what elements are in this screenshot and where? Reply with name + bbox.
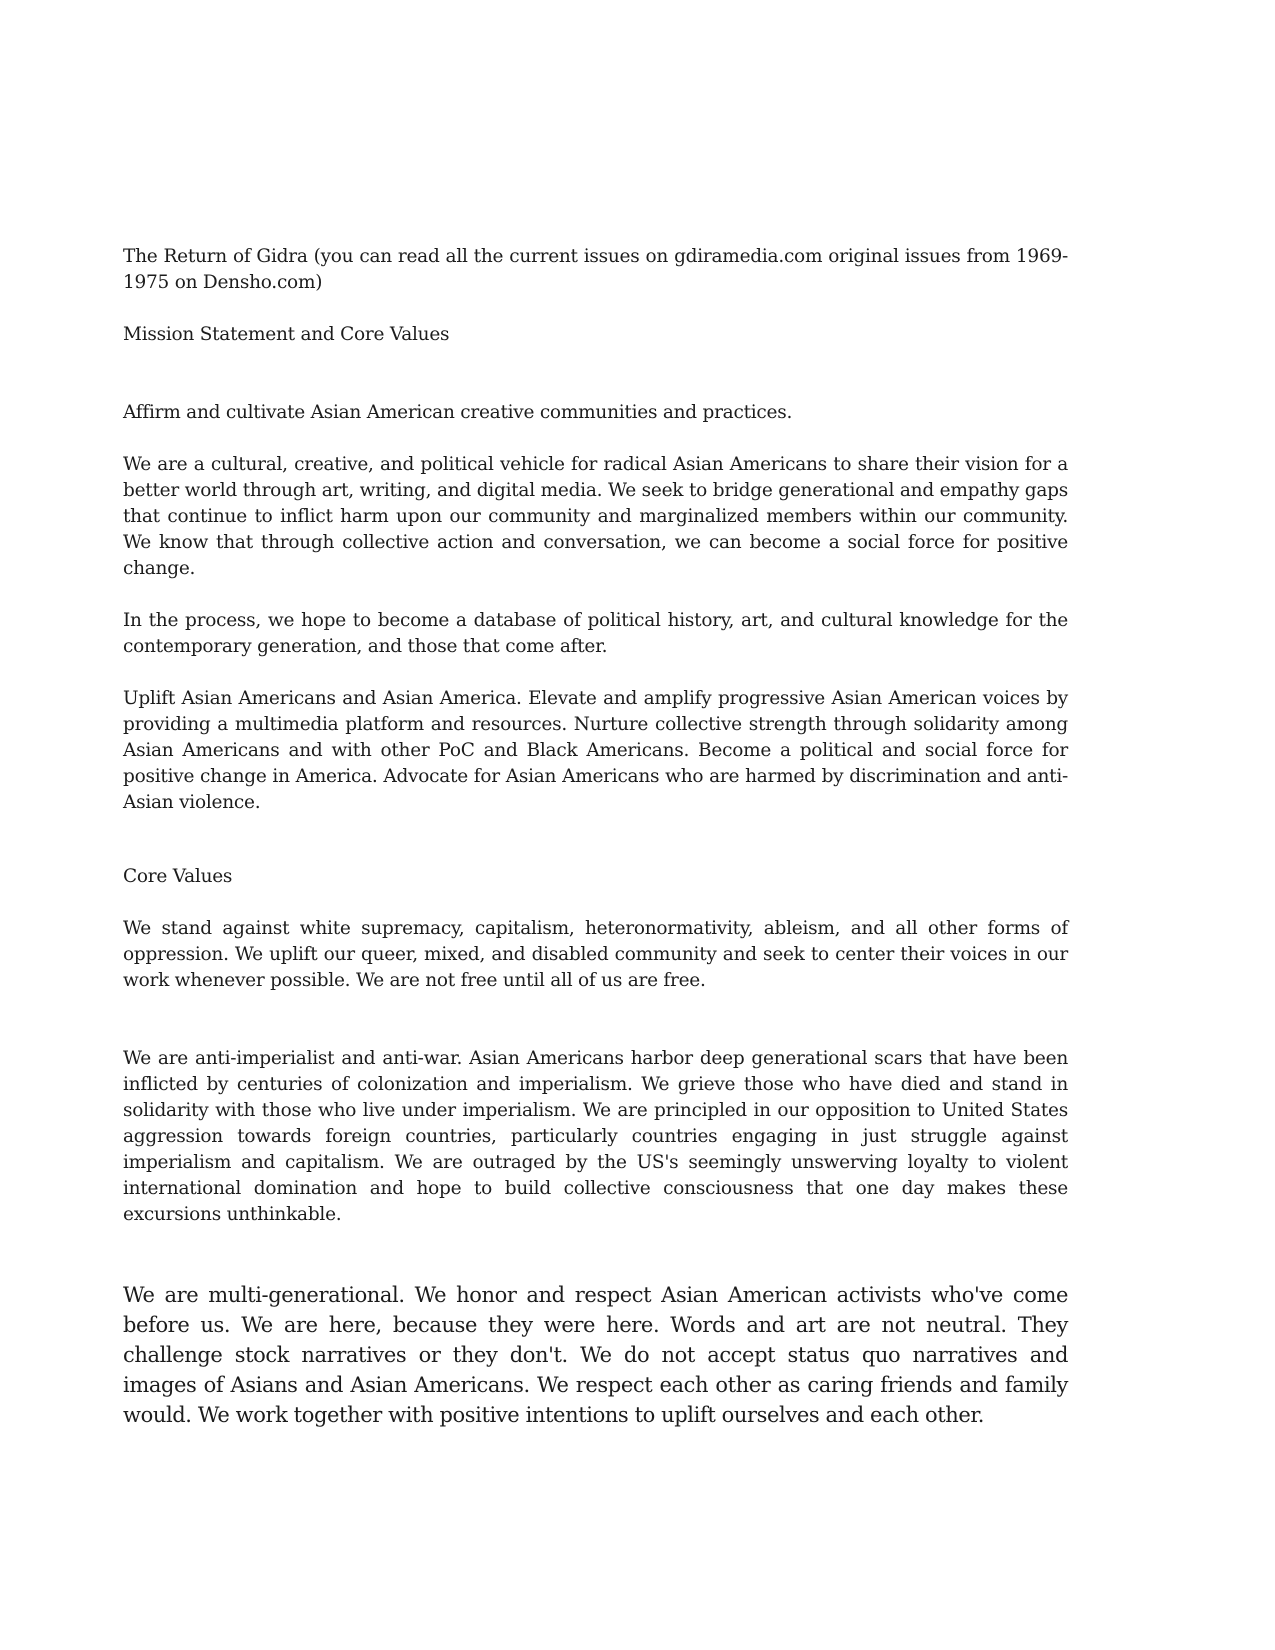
mission-heading: Mission Statement and Core Values: [123, 324, 450, 345]
core-values-paragraph-1: We stand against white supremacy, capitalism, heteronormativity, ableism, and all other forms of oppression. We uplift our queer, mixed, and disabled community and seek to center their voices in our work whenever possible. We are not free until all of us are free.: [123, 918, 1068, 991]
core-values-paragraph-2: We are anti-imperialist and anti-war. Asian Americans harbor deep generational scars that have been inflicted by centuries of colonization and imperialism. We grieve those who have died and stand in solidarity with those who live under imperialism. We are principled in our opposition to United States aggression towards foreign countries, particularly countries engaging in just struggle against imperialism and capitalism. We are outraged by the US's seemingly unswerving loyalty to violent international domination and hope to build collective consciousness that one day makes these excursions unthinkable.: [123, 1048, 1068, 1225]
core-values-paragraph-3: We are multi-generational. We honor and respect Asian American activists who've come before us. We are here, because they were here. Words and art are not neutral. They challenge stock narratives or they don't. We do not accept status quo narratives and images of Asians and Asian Americans. We respect each other as caring friends and family would. We work together with positive intentions to uplift ourselves and each other.: [123, 1283, 1068, 1427]
document-body: [123, 244, 1068, 1430]
mission-paragraph-4: Uplift Asian Americans and Asian America. Elevate and amplify progressive Asian American voices by providing a multimedia platform and resources. Nurture collective strength through solidarity among Asian Americans and with other PoC and Black Americans. Become a political and social force for positive change in America. Advocate for Asian Americans who are harmed by discrimination and anti-Asian violence.: [123, 688, 1068, 813]
mission-paragraph-2: We are a cultural, creative, and political vehicle for radical Asian Americans to share their vision for a better world through art, writing, and digital media. We seek to bridge generational and empathy gaps that continue to inflict harm upon our community and marginalized members within our community. We know that through collective action and conversation, we can become a social force for positive change.: [123, 454, 1068, 579]
mission-paragraph-3: In the process, we hope to become a database of political history, art, and cultural knowledge for the contemporary generation, and those that come after.: [123, 610, 1068, 657]
mission-paragraph-1: Affirm and cultivate Asian American creative communities and practices.: [123, 402, 793, 423]
document-title-line: The Return of Gidra (you can read all the current issues on gdiramedia.com original issues from 1969-1975 on Densho.com): [123, 246, 1068, 293]
core-values-heading: Core Values: [123, 866, 233, 887]
